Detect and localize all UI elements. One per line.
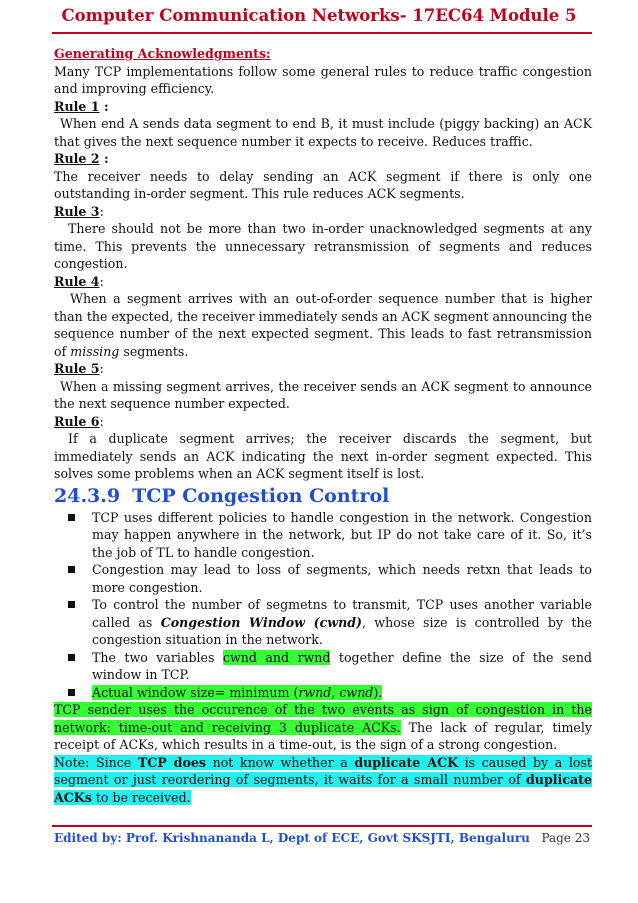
rule-6-label: Rule 6:	[54, 413, 104, 429]
rule-6-text: If a duplicate segment arrives; the receiver discards the segment, but immediately sends an ACK indicating the next in-order segment expected. This solves some problems when an ACK segment itself is lost.	[54, 431, 592, 481]
page-number: Page 23	[541, 831, 590, 845]
rule-2-label: Rule 2 :	[54, 151, 109, 166]
highlighted-text: Note: Since TCP does not know whether a duplicate ACK is caused by a lost segment or just reordering of segments, it waits for a small number of duplicate ACKs to be received.	[54, 754, 592, 805]
square-bullet-icon	[68, 654, 75, 661]
page-content	[54, 45, 592, 806]
highlighted-text: cwnd and rwnd	[222, 649, 331, 665]
rule-4-label: Rule 4:	[54, 273, 104, 289]
section-title: TCP Congestion Control	[132, 484, 390, 507]
section-number: 24.3.9	[54, 484, 121, 507]
congestion-bullet-list	[54, 509, 592, 702]
ack-intro: Many TCP implementations follow some general rules to reduce traffic congestion and improving efficiency.	[54, 63, 592, 96]
highlighted-text: Actual window size= minimum (rwnd, cwnd).	[92, 684, 383, 700]
rule-3-text: There should not be more than two in-order unacknowledged segments at any time. This prevents the unnecessary retransmission of segments and reduces congestion.	[54, 221, 592, 271]
rule-1-label: Rule 1 :	[54, 98, 109, 114]
list-item: The two variables cwnd and rwnd together define the size of the send window in TCP.	[54, 649, 592, 684]
page-header: Computer Communication Networks- 17EC64 Module 5	[61, 6, 577, 25]
rule-3-label: Rule 3:	[54, 203, 104, 219]
square-bullet-icon	[68, 514, 75, 521]
footer-credit: Edited by: Prof. Krishnananda L, Dept of ECE, Govt SKSJTI, Bengaluru	[54, 831, 530, 845]
ack-heading: Generating Acknowledgments:	[54, 46, 271, 61]
list-item: TCP uses different policies to handle congestion in the network. Congestion may happen anywhere in the network, but IP do not take care of it. So, it’s the job of TL to handle congestion.	[54, 509, 592, 562]
rule-5-label: Rule 5:	[54, 361, 104, 376]
rule-2-text: The receiver needs to delay sending an ACK segment if there is only one outstanding in-order segment. This rule reduces ACK segments.	[54, 168, 592, 201]
congestion-signal-paragraph: TCP sender uses the occurence of the two events as sign of congestion in the network: time-out and receiving 3 duplicate ACKs. The lack of regular, timely receipt of ACKs, which results in a time-out, is the sign of a strong congestion.	[54, 702, 592, 752]
list-item: Congestion may lead to loss of segments, which needs retxn that leads to more congestion.	[54, 561, 592, 596]
rule-1-text: When end A sends data segment to end B, it must include (piggy backing) an ACK that gives the next sequence number it expects to receive. Reduces traffic.	[54, 116, 592, 149]
rule-5-text: When a missing segment arrives, the receiver sends an ACK segment to announce the next sequence number expected.	[54, 378, 592, 411]
rule-4-text: When a segment arrives with an out-of-order sequence number that is higher than the expected, the receiver immediately sends an ACK segment announcing the sequence number of the next expected segment. This leads to fast retransmission of missing segments.	[54, 291, 592, 359]
highlighted-text: TCP sender uses the occurence of the two events as sign of congestion in the network: time-out and receiving 3 duplicate ACKs.	[54, 702, 592, 735]
note-paragraph	[54, 754, 592, 807]
square-bullet-icon	[68, 689, 75, 696]
footer-divider	[52, 825, 592, 827]
section-heading	[54, 484, 592, 508]
square-bullet-icon	[68, 566, 75, 573]
list-item	[54, 684, 592, 702]
square-bullet-icon	[68, 601, 75, 608]
header-divider	[52, 32, 592, 34]
list-item: To control the number of segmetns to transmit, TCP uses another variable called as Congestion Window (cwnd), whose size is controlled by the congestion situation in the network.	[54, 596, 592, 649]
